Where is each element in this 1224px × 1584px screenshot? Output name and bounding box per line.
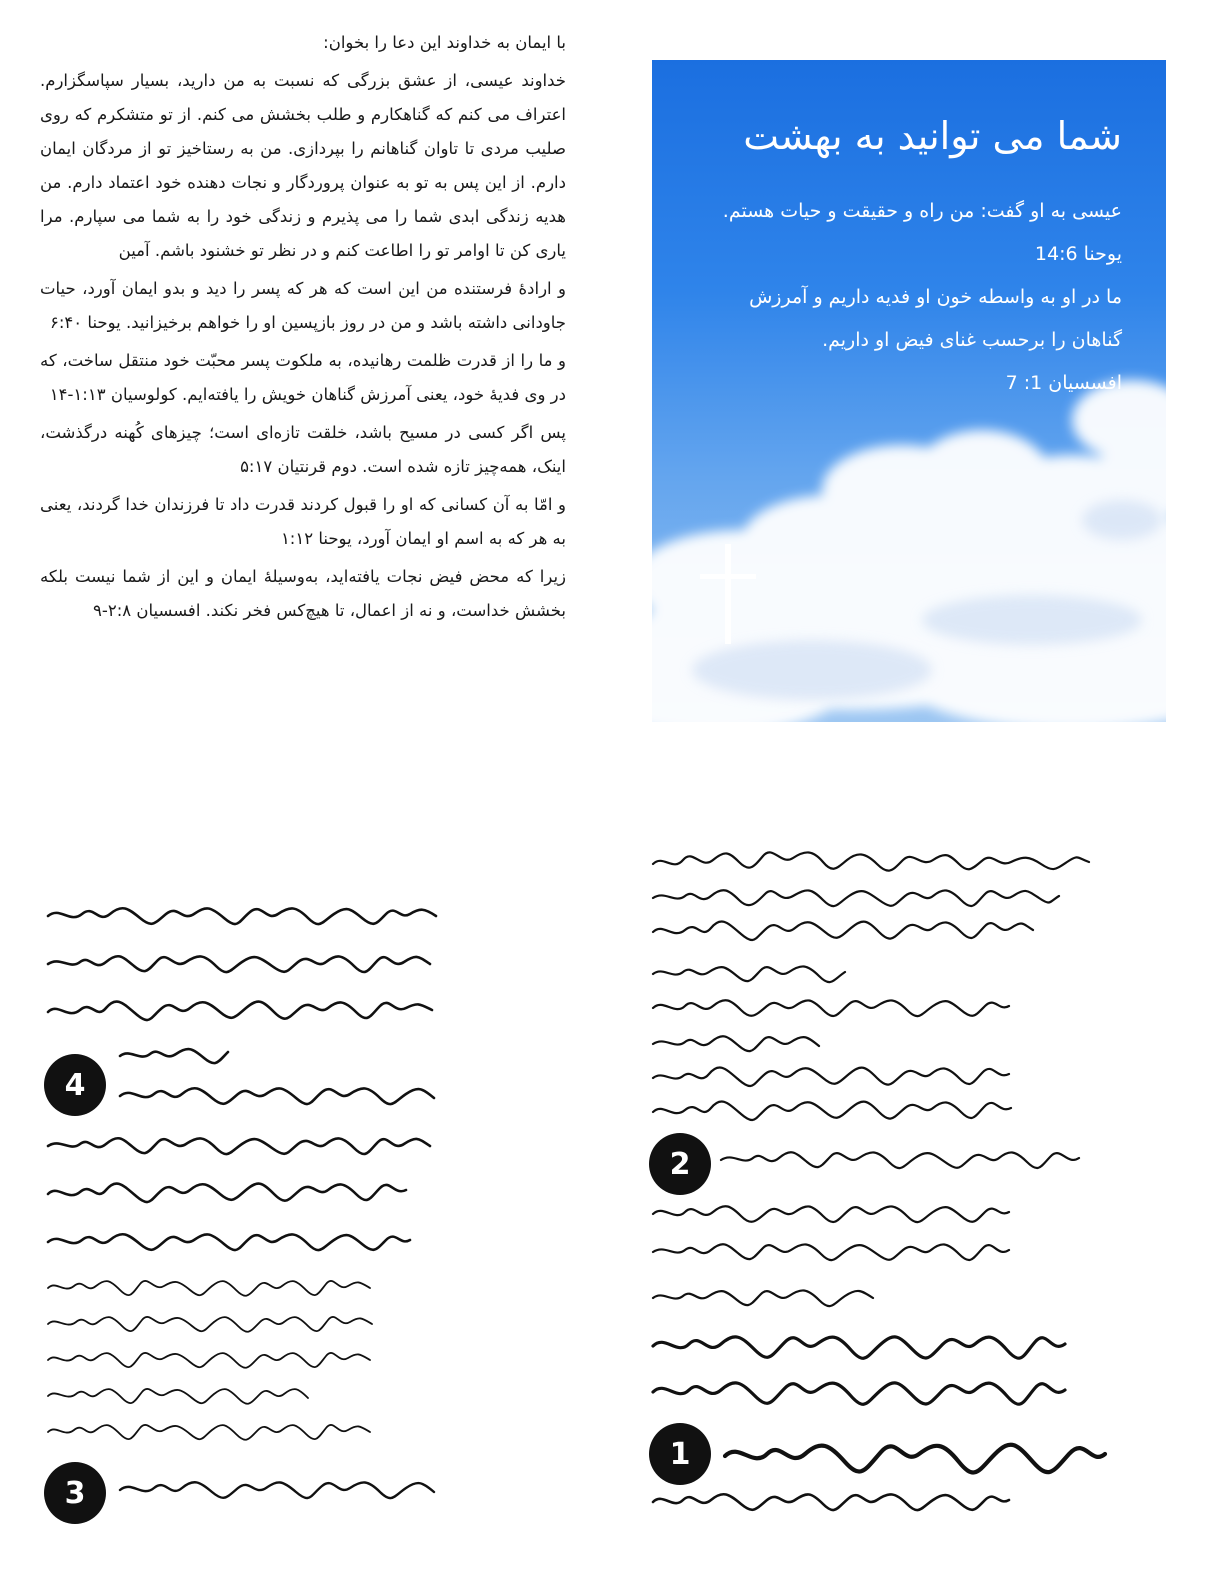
handwritten-script-right — [645, 846, 1175, 1526]
verse-2-corinthians-5-17: پس اگر کسی در مسیح باشد، خلقت تازه‌ای است؛ چیزهای کُهنه درگذشت، اینک، همه‌چیز تازه شده است. دوم قرنتیان ۵:۱۷ — [40, 423, 566, 476]
sky-line-ephesians: ما در او به واسطه خون او فدیه داریم و آمرزش — [749, 286, 1122, 308]
verse-john-1-12: و امّا به آن کسانی که او را قبول کردند قدرت داد تا فرزندان خدا گردند، یعنی به هر که به اسم او ایمان آورد، یوحنا ۱:۱۲ — [40, 495, 566, 548]
verse-john-6-40: و ارادۀ فرستنده من این است که هر که پسر را دید و بدو ایمان آورد، حیات جاودانی داشته باشد و من در روز بازپسین او را خواهم برخیزانید. یوحنا ۶:۴۰ — [40, 279, 566, 332]
script-panel-right — [645, 846, 1175, 1526]
sky-ref-ephesians-1-7: افسسیان 1: 7 — [1005, 372, 1122, 394]
page-number-badge-1: 1 — [649, 1423, 711, 1485]
script-panel-left — [40, 890, 570, 1530]
prayer-text-block — [40, 26, 566, 632]
sky-line-ephesians-2: گناهان را برحسب غنای فیض او داریم. — [822, 329, 1122, 351]
handwritten-script-left — [40, 890, 570, 1530]
sky-ref-john-14-6: یوحنا 14:6 — [1034, 243, 1122, 265]
prayer-body: خداوند عیسی، از عشق بزرگی که نسبت به من دارید، بسیار سپاسگزارم. اعتراف می کنم که گناهکارم و طلب بخشش می کنم. از تو متشکرم که روی صلیب مردی تا تاوان گناهانم را بپردازی. من به رستاخیز تو از مردگان ایمان دارم. از این پس به تو به عنوان پروردگار و نجات دهنده خود اعتماد دارم. من هدیه زندگی ابدی شما را می پذیرم و زندگی خود را به شما می سپارم. مرا یاری کن تا اوامر تو را اطاعت کنم و در نظر تو خشنود باشم. آمین — [40, 71, 566, 260]
page-number-badge-3: 3 — [44, 1462, 106, 1524]
cross-icon — [700, 544, 756, 644]
sky-line-john-14-6: عیسی به او گفت: من راه و حقیقت و حیات هستم. — [722, 200, 1122, 222]
page-number-badge-2: 2 — [649, 1133, 711, 1195]
verse-ephesians-2-8: زیرا که محض فیض نجات یافته‌اید، به‌وسیلۀ ایمان و این از شما نیست بلکه بخشش خداست، و نه از اعمال، تا هیچ‌کس فخر نکند. افسسیان ۲:۸-۹ — [40, 567, 566, 620]
page-number-badge-4: 4 — [44, 1054, 106, 1116]
sky-card-title: شما می توانید به بهشت — [743, 114, 1122, 158]
prayer-heading: با ایمان به خداوند این دعا را بخوان: — [323, 33, 566, 52]
verse-colossians-1-13: و ما را از قدرت ظلمت رهانیده، به ملکوت پسر محبّت خود منتقل ساخت، که در وی فدیۀ خود، یعنی آمرزش گناهان خویش را یافته‌ایم. کولوسیان ۱:۱۳-۱۴ — [40, 351, 566, 404]
sky-card — [652, 60, 1166, 722]
